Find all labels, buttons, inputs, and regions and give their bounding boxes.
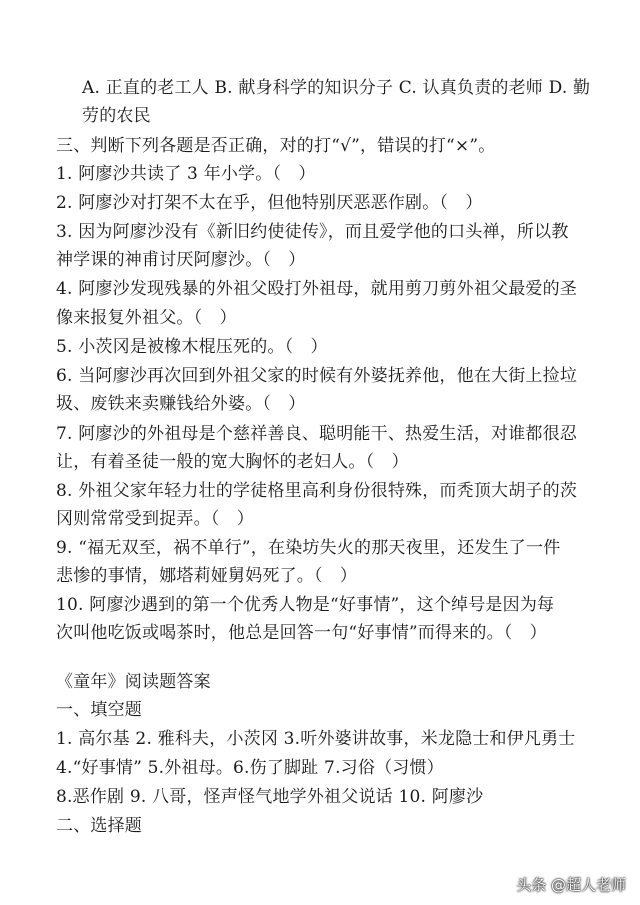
- question-line: 圾、废铁来卖赚钱给外婆。（ ）: [56, 394, 306, 414]
- question-line: 7. 阿廖沙的外祖母是个慈祥善良、聪明能干、热爱生活，对谁都很忍: [56, 424, 578, 444]
- section-heading-choice: 二、选择题: [56, 816, 142, 836]
- answer-line: 8.恶作剧 9. 八哥，怪声怪气地学外祖父说话 10. 阿廖沙: [56, 787, 484, 807]
- question-line: 让，有着圣徒一般的宽大胸怀的老妇人。（ ）: [56, 452, 409, 472]
- question-line: 8. 外祖父家年轻力壮的学徒格里高利身份很特殊，而秃顶大胡子的茨: [56, 481, 578, 501]
- question-line: 10. 阿廖沙遇到的第一个优秀人物是“好事情”，这个绰号是因为每: [56, 595, 555, 615]
- question-line: 1. 阿廖沙共读了 3 年小学。（ ）: [56, 164, 316, 184]
- question-line: 像来报复外祖父。（ ）: [56, 308, 237, 328]
- option-line-1: A. 正直的老工人 B. 献身科学的知识分子 C. 认真负责的老师 D. 勤: [82, 78, 591, 98]
- answer-line: 1. 高尔基 2. 雅科夫，小茨冈 3.听外婆讲故事，米龙隐士和伊凡勇士: [56, 729, 576, 749]
- question-line: 2. 阿廖沙对打架不太在乎，但他特别厌恶恶作剧。（ ）: [56, 193, 483, 213]
- question-line: 次叫他吃饭或喝茶时，他总是回答一句“好事情”而得来的。（ ）: [56, 623, 547, 643]
- question-line: 3. 因为阿廖沙没有《新旧约使徒传》，而且爱学他的口头禅，所以教: [56, 222, 569, 242]
- answers-title: 《童年》阅读题答案: [56, 672, 211, 692]
- question-line: 4. 阿廖沙发现残暴的外祖父殴打外祖母，就用剪刀剪外祖父最爱的圣: [56, 279, 578, 299]
- option-line-2: 劳的农民: [82, 106, 151, 126]
- section-heading-fill: 一、填空题: [56, 700, 142, 720]
- question-line: 5. 小茨冈是被橡木棍压死的。（ ）: [56, 337, 328, 357]
- question-line: 6. 当阿廖沙再次回到外祖父家的时候有外婆抚养他，他在大街上捡垃: [56, 366, 578, 386]
- question-line: 悲惨的事情，娜塔莉娅舅妈死了。（ ）: [56, 566, 358, 586]
- watermark: 头条 @超人老师: [516, 876, 626, 894]
- question-line: 神学课的神甫讨厌阿廖沙。（ ）: [56, 250, 306, 270]
- section-heading-judgment: 三、判断下列各题是否正确，对的打“√”，错误的打“×”。: [56, 136, 496, 156]
- question-line: 冈则常常受到捉弄。（ ）: [56, 509, 254, 529]
- question-line: 9. “福无双至，祸不单行”，在染坊失火的那天夜里，还发生了一件: [56, 538, 561, 558]
- answer-line: 4.“好事情” 5.外祖母。6.伤了脚趾 7.习俗（习惯）: [56, 758, 444, 778]
